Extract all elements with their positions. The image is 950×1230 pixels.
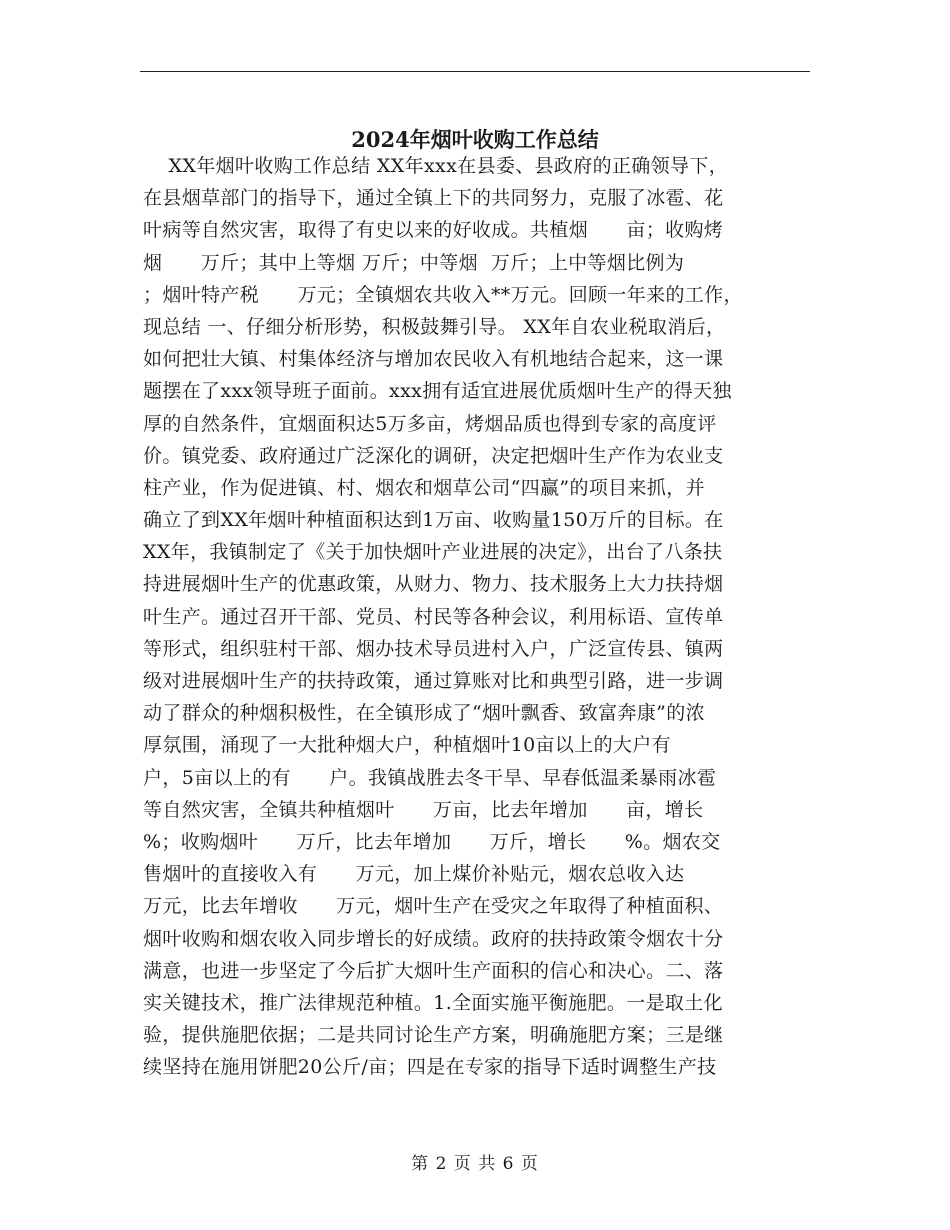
document-title: 2024年烟叶收购工作总结 [351,127,599,153]
body-line: 等自然灾害，全镇共种植烟叶 万亩，比去年增加 亩，增长 [143,798,704,821]
body-line: 柱产业，作为促进镇、村、烟农和烟草公司“四赢”的项目来抓，并 [143,476,705,499]
body-line: 叶生产。通过召开干部、党员、村民等各种会议，利用标语、宣传单 [143,605,724,628]
body-line: 持进展烟叶生产的优惠政策，从财力、物力、技术服务上大力扶持烟 [143,573,724,596]
body-line: 级对进展烟叶生产的扶持政策，通过算账对比和典型引路，进一步调 [143,670,724,692]
body-line: 价。镇党委、政府通过广泛深化的调研，决定把烟叶生产作为农业支 [143,444,724,467]
body-line: 验，提供施肥依据；二是共同讨论生产方案，明确施肥方案；三是继 [143,1024,724,1047]
body-line: 烟叶收购和烟农收入同步增长的好成绩。政府的扶持政策令烟农十分 [143,927,724,950]
body-line: 题摆在了xxx领导班子面前。xxx拥有适宜进展优质烟叶生产的得天独 [143,380,732,403]
body-line: %；收购烟叶 万斤，比去年增加 万斤，增长 %。烟农交 [143,830,721,853]
body-line: 售烟叶的直接收入有 万元，加上煤价补贴元，烟农总收入达 [143,863,685,886]
body-line: 如何把壮大镇、村集体经济与增加农民收入有机地结合起来，这一课 [143,348,724,371]
body-line: 满意，也进一步坚定了今后扩大烟叶生产面积的信心和决心。二、落 [143,959,724,982]
body-line: 续坚持在施用饼肥20公斤/亩；四是在专家的指导下适时调整生产技 [143,1056,717,1079]
body-line: 厚的自然条件，宜烟面积达5万多亩，烤烟品质也得到专家的高度评 [143,412,717,435]
body-line: 在县烟草部门的指导下，通过全镇上下的共同努力，克服了冰雹、花 [143,187,724,210]
body-line: XX年烟叶收购工作总结 XX年xxx在县委、县政府的正确领导下， [143,155,729,177]
page-number: 第 2 页 共 6 页 [411,1154,539,1174]
body-line: 等形式，组织驻村干部、烟办技术导员进村入户，广泛宣传县、镇两 [143,637,724,660]
body-line: 实关键技术，推广法律规范种植。1.全面实施平衡施肥。一是取土化 [143,991,723,1014]
body-line: 叶病等自然灾害，取得了有史以来的好收成。共植烟 亩；收购烤 [143,219,724,242]
body-line: 户，5亩以上的有 户。我镇战胜去冬干旱、早春低温柔暴雨冰雹 [143,766,717,789]
body-line: 厚氛围，涌现了一大批种烟大户，种植烟叶10亩以上的大户有 [143,734,671,757]
body-line: 现总结 一、仔细分析形势，积极鼓舞引导。 XX年自农业税取消后， [143,315,726,338]
body-line: 烟 万斤；其中上等烟 万斤；中等烟 万斤；上中等烟比例为 [143,251,685,274]
body-line: ；烟叶特产税 万元；全镇烟农共收入**万元。回顾一年来的工作， [143,283,743,306]
document-body [143,150,823,1083]
body-line: 万元，比去年增收 万元，烟叶生产在受灾之年取得了种植面积、 [143,895,724,918]
body-line: 确立了到XX年烟叶种植面积达到1万亩、收购量150万斤的目标。在 [143,509,724,532]
header-rule [140,71,810,72]
body-line: XX年，我镇制定了《关于加快烟叶产业进展的决定》，出台了八条扶 [143,541,723,564]
body-line: 动了群众的种烟积极性，在全镇形成了“烟叶飘香、致富奔康”的浓 [143,702,705,725]
